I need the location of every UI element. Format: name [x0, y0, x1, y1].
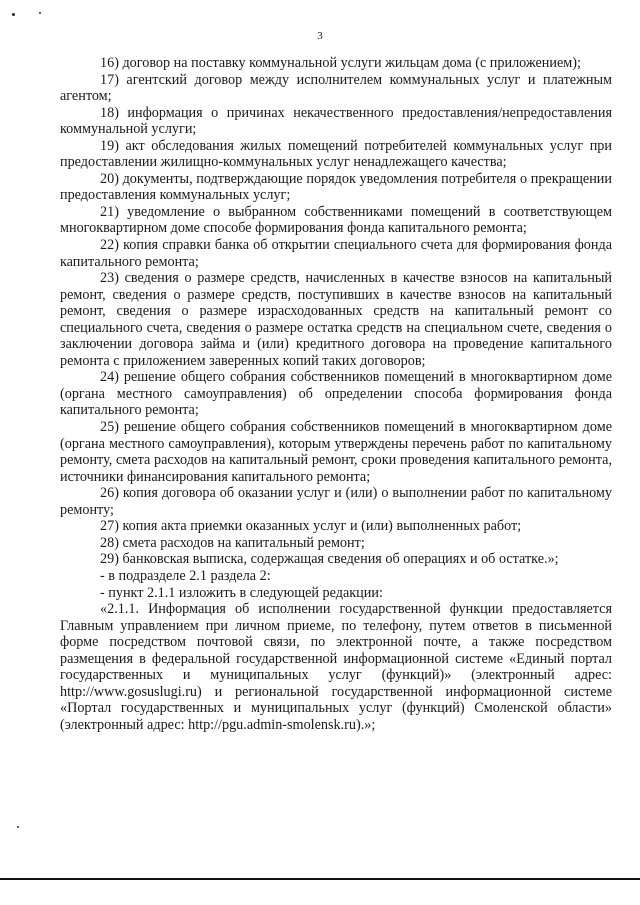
page-bottom-rule [0, 878, 640, 880]
list-item: 29) банковская выписка, содержащая сведения об операциях и об остатке.»; [100, 551, 559, 568]
list-item: 20) документы, подтверждающие порядок уведомления потребителя о прекращении предоставления коммунальных услуг; [60, 170, 612, 204]
list-item: 22) копия справки банка об открытии специального счета для формирования фонда капитального ремонта; [60, 237, 612, 270]
quoted-clause: «2.1.1. Информация об исполнении государственной функции предоставляется Главным управлением при личном приеме, по телефону, путем ответов в письменной форме посредством почтовой связи, по электронной почте, а также посредством размещения в федеральной государственной информационной системе «Единый портал государственных и муниципальных услуг (функций)» (электронный адрес: http://www.gosuslugi.ru) и региональной государственной информационной системе «Портал государственных и муниципальных услуг (функций) Смоленской области» (электронный адрес: http://pgu.admin-smolensk.ru).»; [60, 601, 612, 733]
list-item: 19) акт обследования жилых помещений потребителей коммунальных услуг при предоставлении жилищно-коммунальных услуг ненадлежащего качества; [60, 137, 612, 171]
scan-speck [39, 12, 41, 14]
document-body [60, 55, 612, 733]
list-item: 26) копия договора об оказании услуг и (или) о выполнении работ по капитальному ремонту; [60, 485, 612, 518]
list-item: 27) копия акта приемки оказанных услуг и (или) выполненных работ; [100, 518, 522, 535]
list-item: 23) сведения о размере средств, начисленных в качестве взносов на капитальный ремонт, сведения о размере средств, поступивших в качестве взносов на капитальный ремонт, сведения о размере израсходованных средств на капитальный ремонт со специального счета, сведения о размере остатка средств на специальном счете, сведения о заключении договора займа и (или) кредитного договора на проведение капитального ремонта с приложением заверенных копий таких договоров; [60, 270, 612, 369]
list-item: 25) решение общего собрания собственников помещений в многоквартирном доме (органа местного самоуправления), которым утверждены перечень работ по капитальному ремонту, смета расходов на капитальный ремонт, сроки проведения капитального ремонта, источники финансирования капитального ремонта; [60, 419, 612, 485]
amendment-line: - пункт 2.1.1 изложить в следующей редакции: [100, 584, 383, 601]
amendment-line: - в подразделе 2.1 раздела 2: [100, 567, 271, 584]
list-item: 28) смета расходов на капитальный ремонт; [100, 534, 365, 551]
page-number: 3 [317, 30, 323, 42]
list-item: 18) информация о причинах некачественного предоставления/непредоставления коммунальной услуги; [60, 104, 612, 138]
list-item: 16) договор на поставку коммунальной услуги жильцам дома (с приложением); [100, 55, 581, 71]
list-item: 24) решение общего собрания собственников помещений в многоквартирном доме (органа местного самоуправления) об определении способа формирования фонда капитального ремонта; [60, 369, 612, 419]
scan-speck [17, 826, 19, 828]
list-item: 17) агентский договор между исполнителем коммунальных услуг и платежным агентом; [60, 71, 612, 105]
list-item: 21) уведомление о выбранном собственниками помещений в соответствующем многоквартирном доме способе формирования фонда капитального ремонта; [60, 203, 612, 237]
scan-speck [12, 13, 15, 16]
